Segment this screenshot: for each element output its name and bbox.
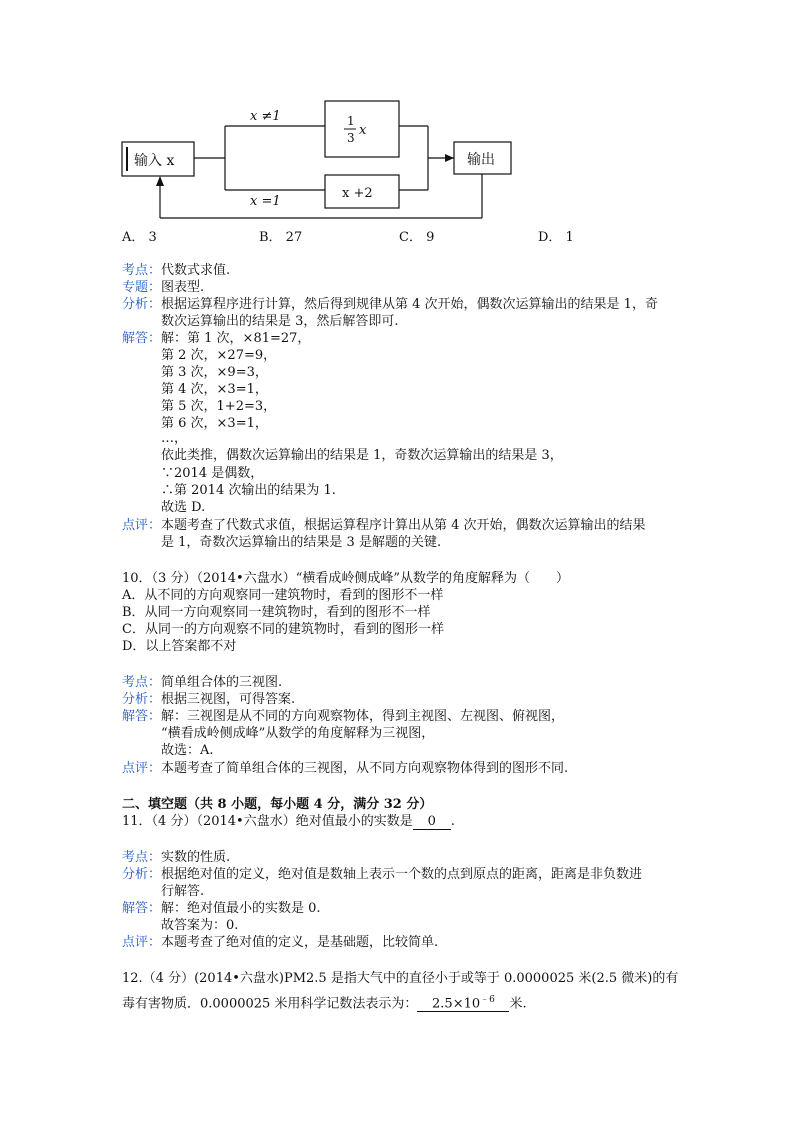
q12-line2-text: 毒有害物质．0.0000025 米用科学记数法表示为： (122, 996, 418, 1012)
fenxi-text: 根据三视图，可得答案. (161, 692, 296, 707)
fenxi-tag: 分析： (122, 867, 162, 882)
jieda-line: 第 4 次，×3=1， (161, 382, 268, 397)
q11-stem-text: 11．（4 分）（2014•六盘水）绝对值最小的实数是 (122, 814, 413, 829)
q12-line1: 12.（4 分）(2014•六盘水)PM2.5 是指大气中的直径小于或等于 0.0000025 米(2.5 微米)的有 (122, 971, 679, 986)
q10-option-c: C．从同一的方向观察不同的建筑物时，看到的图形一样 (122, 622, 444, 637)
q9-dianping (122, 517, 646, 534)
kaodian-text: 简单组合体的三视图. (161, 675, 283, 690)
q10-fenxi (122, 691, 295, 708)
q10-stem: 10．（3 分）（2014•六盘水）“横看成岭侧成峰”从数学的角度解释为（ ） (122, 571, 569, 586)
fenxi-tag: 分析： (122, 297, 162, 312)
jieda-tag: 解答： (122, 709, 162, 724)
q11-kaodian (122, 849, 230, 866)
jieda-line: 第 6 次，×3=1， (161, 416, 268, 431)
q9-fenxi (122, 296, 658, 313)
zhuanti-text: 图表型. (161, 280, 205, 295)
output-label: 输出 (467, 152, 495, 168)
jieda-tag: 解答： (122, 331, 162, 346)
q12-answer (417, 993, 509, 1012)
q9-zhuanti (122, 279, 204, 296)
q10-option-a: A．从不同的方向观察同一建筑物时，看到的图形不一样 (122, 588, 444, 603)
jieda-line: 解：第 1 次，×81=27， (161, 331, 311, 346)
q9-option-a: A． 3 (122, 230, 157, 245)
dianping-text: 本题考查了绝对值的定义，是基础题，比较简单. (161, 935, 439, 950)
add-label: x +2 (342, 186, 373, 201)
jieda-line: “横看成岭侧成峰”从数学的角度解释为三视图， (161, 726, 435, 741)
top-condition: x ≠1 (250, 109, 281, 124)
q10-kaodian (122, 674, 282, 691)
jieda-line: 故选：A. (161, 743, 214, 758)
kaodian-text: 代数式求值. (161, 263, 231, 278)
q12-line2 (122, 993, 527, 1012)
kaodian-tag: 考点： (122, 850, 162, 865)
jieda-line: …， (161, 431, 188, 446)
q9-option-d: D． 1 (538, 230, 574, 245)
q9-option-b: B． 27 (259, 230, 303, 245)
zhuanti-tag: 专题： (122, 280, 162, 295)
q12-line2-end: 米. (509, 996, 527, 1012)
fraction-denominator: 3 (347, 131, 355, 145)
jieda-line: ∵2014 是偶数， (161, 466, 264, 481)
fraction-numerator: 1 (347, 114, 355, 128)
q10-jieda (122, 708, 564, 725)
jieda-line: 故答案为：0. (161, 918, 239, 933)
q9-kaodian (122, 262, 230, 279)
q10-dianping (122, 760, 568, 777)
input-label: 输入 x (134, 153, 175, 169)
section-title: 二、填空题（共 8 小题，每小题 4 分，满分 32 分） (122, 797, 433, 812)
q10-option-d: D．以上答案都不对 (122, 639, 237, 654)
q11-stem (122, 813, 455, 830)
fenxi-line: 根据运算程序进行计算，然后得到规律从第 4 次开始，偶数次运算输出的结果是 1，奇 (161, 297, 658, 312)
q12-answer-base: 2.5×10 (432, 996, 481, 1012)
fenxi-line: 数次运算输出的结果是 3，然后解答即可. (161, 314, 399, 329)
fenxi-tag: 分析： (122, 692, 162, 707)
fenxi-line: 行解答. (161, 884, 205, 899)
kaodian-text: 实数的性质. (161, 850, 231, 865)
dianping-line: 本题考查了代数式求值，根据运算程序计算出从第 4 次开始，偶数次运算输出的结果 (161, 518, 646, 533)
jieda-line: 解：三视图是从不同的方向观察物体，得到主视图、左视图、俯视图， (161, 709, 565, 724)
q12-answer-exponent: ﹣6 (480, 995, 495, 1005)
q11-jieda (122, 900, 321, 917)
jieda-line: ∴第 2014 次输出的结果为 1. (161, 483, 336, 498)
kaodian-tag: 考点： (122, 263, 162, 278)
q11-dianping (122, 934, 438, 951)
q11-answer: 0 (413, 814, 451, 830)
fraction-variable: x (359, 123, 367, 138)
kaodian-tag: 考点： (122, 675, 162, 690)
q9-jieda (122, 330, 310, 347)
q10-option-b: B．从同一方向观察同一建筑物时，看到的图形不一样 (122, 605, 431, 620)
flowchart-diagram (0, 0, 800, 225)
jieda-tag: 解答： (122, 901, 162, 916)
q11-stem-end: . (450, 814, 455, 829)
fenxi-line: 根据绝对值的定义，绝对值是数轴上表示一个数的点到原点的距离，距离是非负数进 (161, 867, 643, 882)
jieda-line: 第 3 次，×9=3， (161, 365, 268, 380)
q11-fenxi (122, 866, 642, 883)
jieda-line: 第 2 次，×27=9， (161, 348, 277, 363)
dianping-tag: 点评： (122, 935, 162, 950)
q9-option-c: C． 9 (399, 230, 435, 245)
bottom-condition: x =1 (250, 194, 281, 209)
jieda-line: 依此类推，偶数次运算输出的结果是 1，奇数次运算输出的结果是 3， (161, 448, 563, 463)
dianping-line: 是 1，奇数次运算输出的结果是 3 是解题的关键. (161, 535, 442, 550)
jieda-line: 故选 D. (161, 500, 206, 515)
dianping-tag: 点评： (122, 761, 162, 776)
jieda-line: 解：绝对值最小的实数是 0. (161, 901, 321, 916)
dianping-tag: 点评： (122, 518, 162, 533)
jieda-line: 第 5 次，1+2=3， (161, 399, 277, 414)
dianping-text: 本题考查了简单组合体的三视图，从不同方向观察物体得到的图形不同. (161, 761, 569, 776)
